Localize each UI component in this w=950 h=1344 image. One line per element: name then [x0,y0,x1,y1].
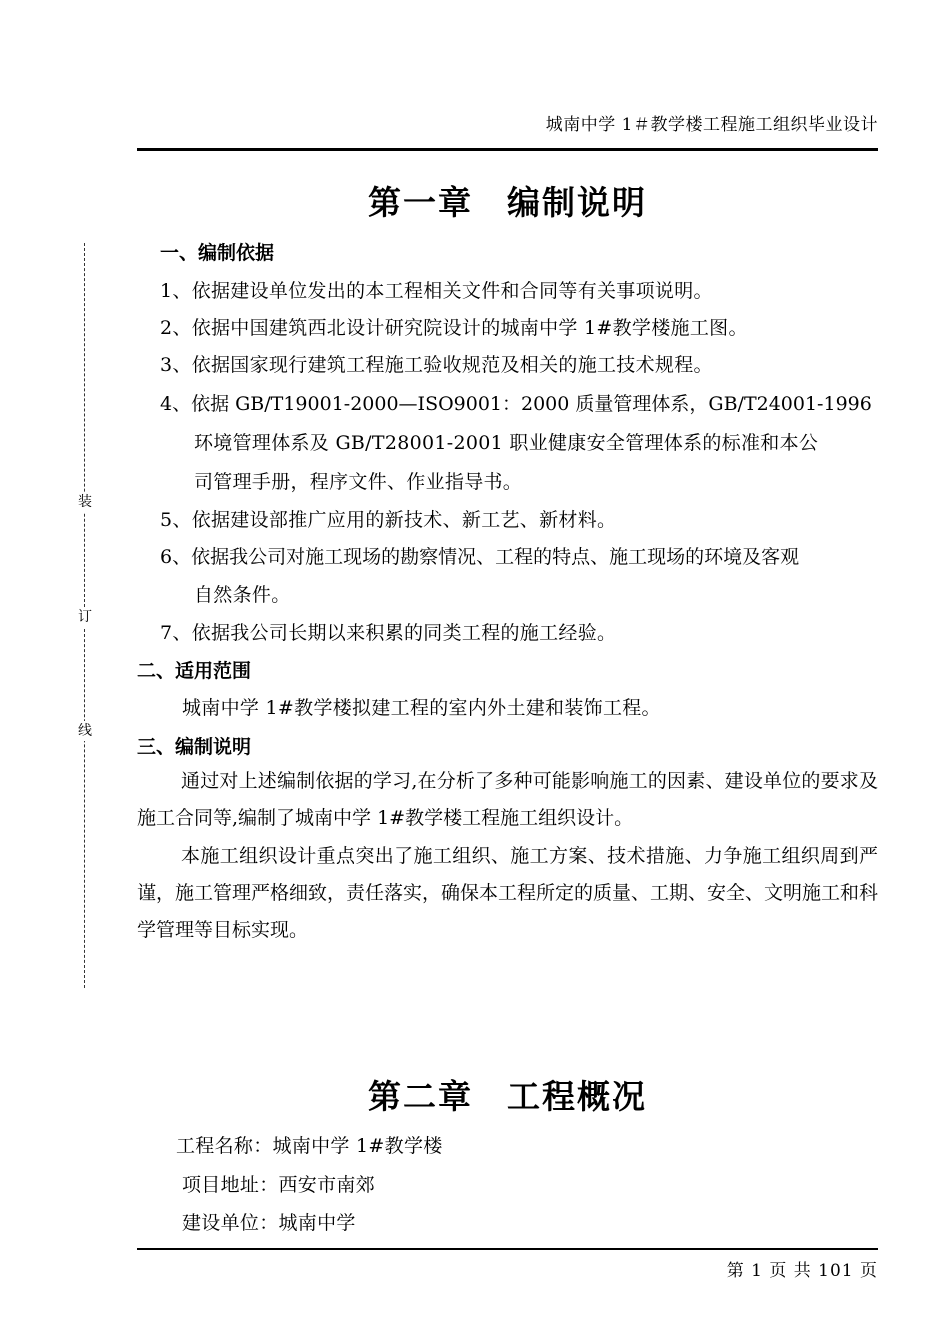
section3-heading: 三、编制说明 [137,736,252,758]
basis-item-6-cont: 自然条件。 [194,584,291,606]
binding-char-2: 订 [75,607,95,627]
chapter2-name: 工程概况 [507,1077,647,1116]
basis-item-4: 4、依据 GB/T19001-2000—ISO9001：2000 质量管理体系，GB/T24001-1996 [160,393,872,415]
explanation-para-1: 通过对上述编制依据的学习,在分析了多种可能影响施工的因素、建设单位的要求及施工合同等,编制了城南中学 1#教学楼工程施工组织设计。 [137,770,878,829]
binding-char-1: 装 [75,492,95,512]
chapter1-name: 编制说明 [507,183,647,222]
basis-item-2: 2、依据中国建筑西北设计研究院设计的城南中学 1#教学楼施工图。 [160,317,748,339]
field-project-name: 工程名称：城南中学 1#教学楼 [176,1135,443,1157]
page-header-title: 城南中学 1＃教学楼工程施工组织毕业设计 [545,115,878,135]
binding-char-3: 线 [75,721,95,741]
basis-item-6: 6、依据我公司对施工现场的勘察情况、工程的特点、施工现场的环境及客观 [160,546,800,568]
footer-rule [137,1248,878,1250]
basis-item-7: 7、依据我公司长期以来积累的同类工程的施工经验。 [160,622,617,644]
chapter1-number: 第一章 [368,183,473,222]
basis-item-4-cont1: 环境管理体系及 GB/T28001-2001 职业健康安全管理体系的标准和本公 [194,432,819,454]
header-rule [137,148,878,151]
basis-item-4-cont2: 司管理手册，程序文件、作业指导书。 [194,471,523,493]
scope-text: 城南中学 1#教学楼拟建工程的室内外土建和装饰工程。 [182,697,661,719]
section2-heading: 二、适用范围 [137,660,252,682]
chapter1-title [137,177,878,224]
basis-item-3: 3、依据国家现行建筑工程施工验收规范及相关的施工技术规程。 [160,354,713,376]
chapter2-number: 第二章 [368,1077,473,1116]
chapter2-title [137,1071,878,1118]
explanation-para-2: 本施工组织设计重点突出了施工组织、施工方案、技术措施、力争施工组织周到严谨，施工管理严格细致，责任落实，确保本工程所定的质量、工期、安全、文明施工和科学管理等目标实现。 [137,845,879,941]
field-client: 建设单位：城南中学 [182,1212,356,1234]
page-number: 第 1 页 共 101 页 [726,1261,878,1281]
field-project-address: 项目地址：西安市南郊 [182,1174,376,1196]
section1-heading: 一、编制依据 [160,242,275,264]
basis-item-5: 5、依据建设部推广应用的新技术、新工艺、新材料。 [160,509,617,531]
basis-item-1: 1、依据建设单位发出的本工程相关文件和合同等有关事项说明。 [160,280,713,302]
